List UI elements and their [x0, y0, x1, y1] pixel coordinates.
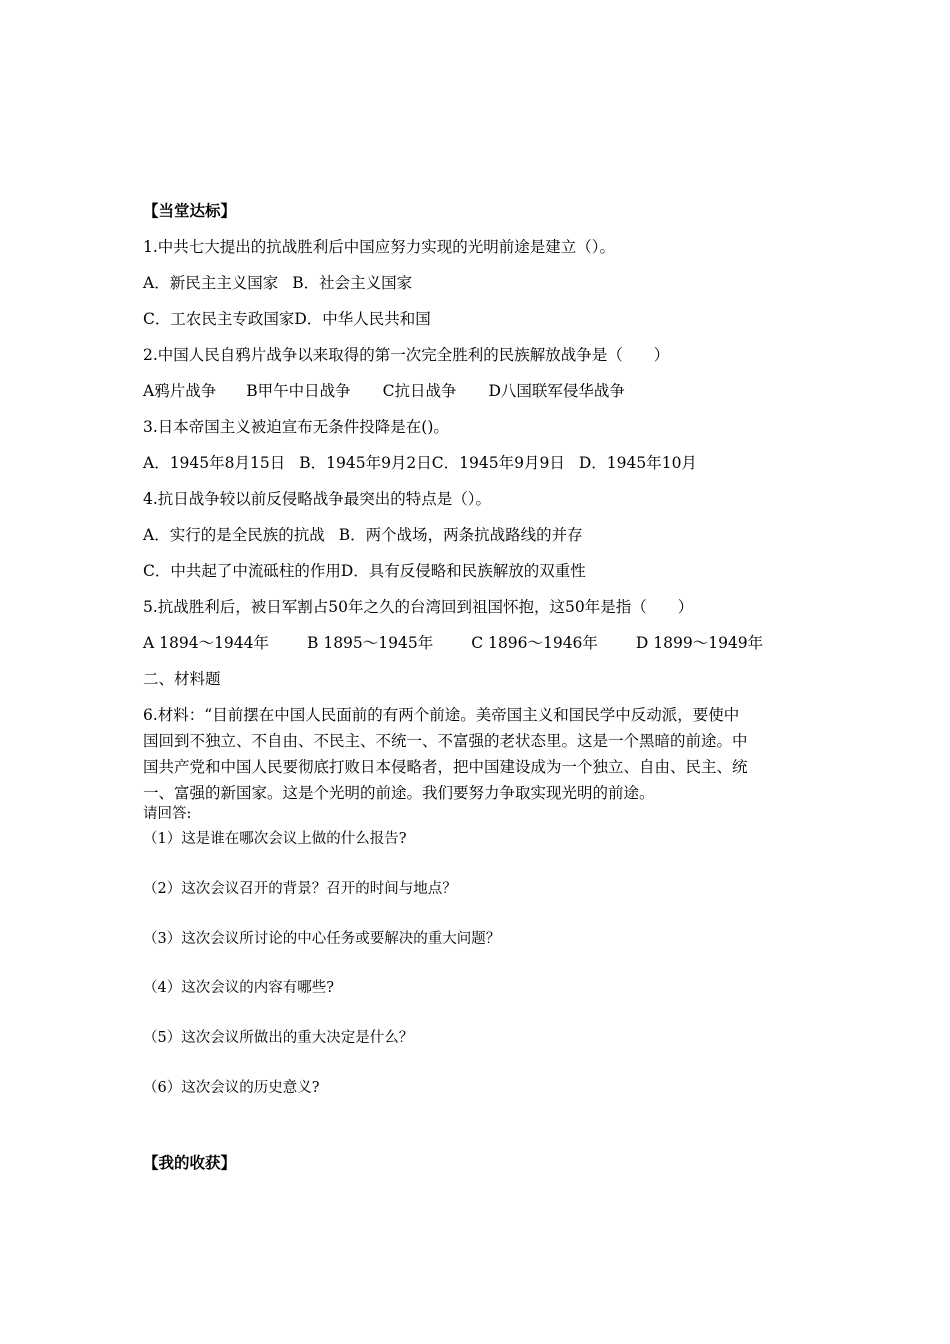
answer-prompt: 请回答:	[143, 806, 192, 822]
question-5-option-a: A 1894～1944年	[143, 634, 270, 652]
section-heading: 【当堂达标】	[143, 201, 237, 220]
question-1-options-line-2	[143, 309, 431, 329]
question-1-options-line-1	[143, 273, 412, 293]
question-5-option-b: B 1895～1945年	[307, 634, 434, 652]
question-4-option-cd: C．中共起了中流砥柱的作用D．具有反侵略和民族解放的双重性	[143, 562, 586, 580]
question-5-stem: 5.抗战胜利后，被日军割占50年之久的台湾回到祖国怀抱，这50年是指（ ）	[143, 598, 694, 616]
sub-question-4: （4）这次会议的内容有哪些?	[143, 980, 334, 996]
question-2-stem: 2.中国人民自鸦片战争以来取得的第一次完全胜利的民族解放战争是（ ）	[143, 346, 670, 364]
material-line-4: 一、富强的新国家。这是个光明的前途。我们要努力争取实现光明的前途。	[143, 784, 655, 802]
question-4-options-line-1	[143, 525, 583, 545]
question-4-stem: 4.抗日战争较以前反侵略战争最突出的特点是（）。	[143, 490, 492, 508]
question-3-stem: 3.日本帝国主义被迫宣布无条件投降是在()。	[143, 418, 449, 436]
question-4-option-b: B．两个战场，两条抗战路线的并存	[338, 526, 583, 544]
sub-question-3: （3）这次会议所讨论的中心任务或要解决的重大问题？	[143, 931, 501, 947]
question-3-option-bc: B．1945年9月2日C．1945年9月9日	[299, 454, 565, 472]
sub-question-1: （1）这是谁在哪次会议上做的什么报告?	[143, 831, 407, 847]
question-3-option-d: D．1945年10月	[578, 454, 697, 472]
question-4-options-line-2	[143, 561, 586, 581]
sub-question-2: （2）这次会议召开的背景？召开的时间与地点？	[143, 881, 457, 897]
question-5-options-line-1	[143, 633, 763, 653]
part-two-heading: 二、材料题	[143, 670, 221, 688]
question-3-option-a: A．1945年8月15日	[143, 454, 286, 472]
material-line-2: 国回到不独立、不自由、不民主、不统一、不富强的老状态里。这是一个黑暗的前途。中	[143, 732, 748, 750]
question-2-option-b: B甲午中日战争	[246, 382, 351, 400]
material-line-3: 国共产党和中国人民要彻底打败日本侵略者，把中国建设成为一个独立、自由、民主、统	[143, 758, 748, 776]
sub-question-5: （5）这次会议所做出的重大决定是什么？	[143, 1030, 414, 1046]
question-2-options-line-1	[143, 381, 625, 401]
question-2-option-d: D八国联军侵华战争	[488, 382, 625, 400]
question-1-option-a: A．新民主主义国家	[143, 274, 279, 292]
question-4-option-a: A．实行的是全民族的抗战	[143, 526, 325, 544]
question-1-option-cd: C．工农民主专政国家D．中华人民共和国	[143, 310, 431, 328]
question-3-options-line-1	[143, 453, 697, 473]
question-5-option-c: C 1896～1946年	[471, 634, 598, 652]
question-5-option-d: D 1899～1949年	[635, 634, 764, 652]
question-2-option-a: A鸦片战争	[143, 382, 217, 400]
harvest-heading: 【我的收获】	[143, 1153, 237, 1172]
sub-question-6: （6）这次会议的历史意义?	[143, 1080, 320, 1096]
question-2-option-c: C抗日战争	[382, 382, 457, 400]
question-1-stem: 1.中共七大提出的抗战胜利后中国应努力实现的光明前途是建立（）。	[143, 238, 616, 256]
material-line-1: 6.材料：“目前摆在中国人民面前的有两个前途。美帝国主义和国民学中反动派，要使中	[143, 706, 740, 724]
question-1-option-b: B．社会主义国家	[292, 274, 413, 292]
